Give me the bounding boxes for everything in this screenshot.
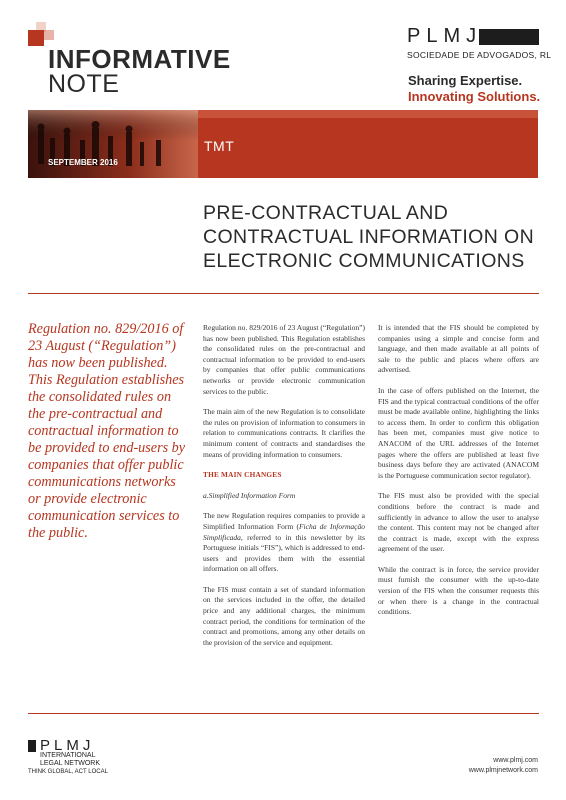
decor-square-red [28, 30, 44, 46]
bottom-divider [28, 713, 539, 714]
section-label: TMT [204, 138, 235, 154]
paragraph: It is intended that the FIS should be completed by companies using a simple and concise form and language, and then made available at all points of sale to the public and places where offers are advertised. [378, 323, 539, 375]
banner-highlight [198, 110, 538, 118]
section-banner [198, 110, 538, 178]
section-subheading: a.Simplified Information Form [203, 490, 296, 500]
network-line-2: LEGAL NETWORK [40, 760, 101, 767]
body-column-1 [203, 323, 365, 658]
doc-type-subtitle: NOTE [48, 70, 120, 98]
slogan-line-1: Sharing Expertise. [408, 73, 523, 88]
footer-logo-mark [28, 740, 36, 752]
headline-line-2: CONTRACTUAL INFORMATION ON [203, 226, 535, 248]
paragraph: The new Regulation requires companies to provide a Simplified Information Form (Ficha de Informação Simplificada, referred to in this newsletter by its Portuguese initials “FIS”), which is addressed to end-users and provides them with the essential information on all offers. [203, 511, 365, 574]
paragraph: While the contract is in force, the service provider must furnish the consumer with the up-to-date version of the FIS when the consumer requests this or when there is a change in the contractual conditions. [378, 564, 539, 617]
paragraph: Regulation no. 829/2016 of 23 August (“Regulation”) has now been published. This Regulation establishes the consolidated rules on the pre-contractual and contractual information to be provided to end-users by companies that offer public communications networks or provide electronic communication services to the public. [203, 323, 365, 396]
paragraph: The FIS must also be provided with the special conditions before the contract is made and sufficiently in advance to allow the user to analyse the content. This content may not be changed after the contract is made, except with the express agreement of the user. [378, 491, 539, 554]
footer-tagline: THINK GLOBAL, ACT LOCAL [28, 769, 108, 775]
paragraph: The main aim of the new Regulation is to consolidate the rules on provision of information to consumers in relation to communications contracts. It clarifies the minimum content of contracts and standardises the means of providing information to consumers. [203, 407, 365, 459]
top-divider [28, 293, 539, 294]
footer-logo: PLMJ [40, 737, 95, 754]
issue-date: SEPTEMBER 2016 [48, 158, 118, 167]
network-website-link[interactable]: www.plmjnetwork.com [468, 767, 538, 774]
slogan-line-2: Innovating Solutions. [408, 89, 541, 104]
banner-photo [28, 110, 198, 178]
headline [203, 201, 543, 273]
body-column-2 [378, 323, 539, 628]
website-link[interactable]: www.plmj.com [493, 757, 538, 764]
headline-line-3: ELECTRONIC COMMUNICATIONS [203, 250, 525, 272]
logo-subtitle: SOCIEDADE DE ADVOGADOS, RL [407, 50, 552, 60]
section-heading: THE MAIN CHANGES [203, 470, 282, 480]
paragraph: The FIS must contain a set of standard information on the services included in the offer, the detailed price and any additional charges, the minimum contract period, the conditions for termination of the contract and promotions, among any other details on the provision of the service and equipment. [203, 584, 365, 647]
network-line-1: INTERNATIONAL [40, 752, 96, 759]
decor-square-pink [44, 30, 54, 40]
headline-line-1: PRE-CONTRACTUAL AND [203, 202, 449, 224]
intro-summary: Regulation no. 829/2016 of 23 August (“Regulation”) has now been published. This Regulation establishes the consolidated rules on the pre-contractual and contractual information to be provided to end-users by companies that offer public communications networks or provide electronic communication services to the public. [28, 321, 186, 541]
paragraph: In the case of offers published on the Internet, the FIS and the typical contractual conditions of the offer must be made available online, highlighting the links to access them. In order to confirm this obligation has been met, companies must give notice to ANACOM of the URL addresses of the Internet pages where the offers are published at least five business days before they are activated (ANACOM is the Portuguese communication sector regulator). [378, 385, 539, 480]
logo-bar [479, 29, 539, 45]
plmj-logo: PLMJ [407, 25, 483, 47]
doc-type-title: INFORMATIVE [48, 44, 231, 74]
